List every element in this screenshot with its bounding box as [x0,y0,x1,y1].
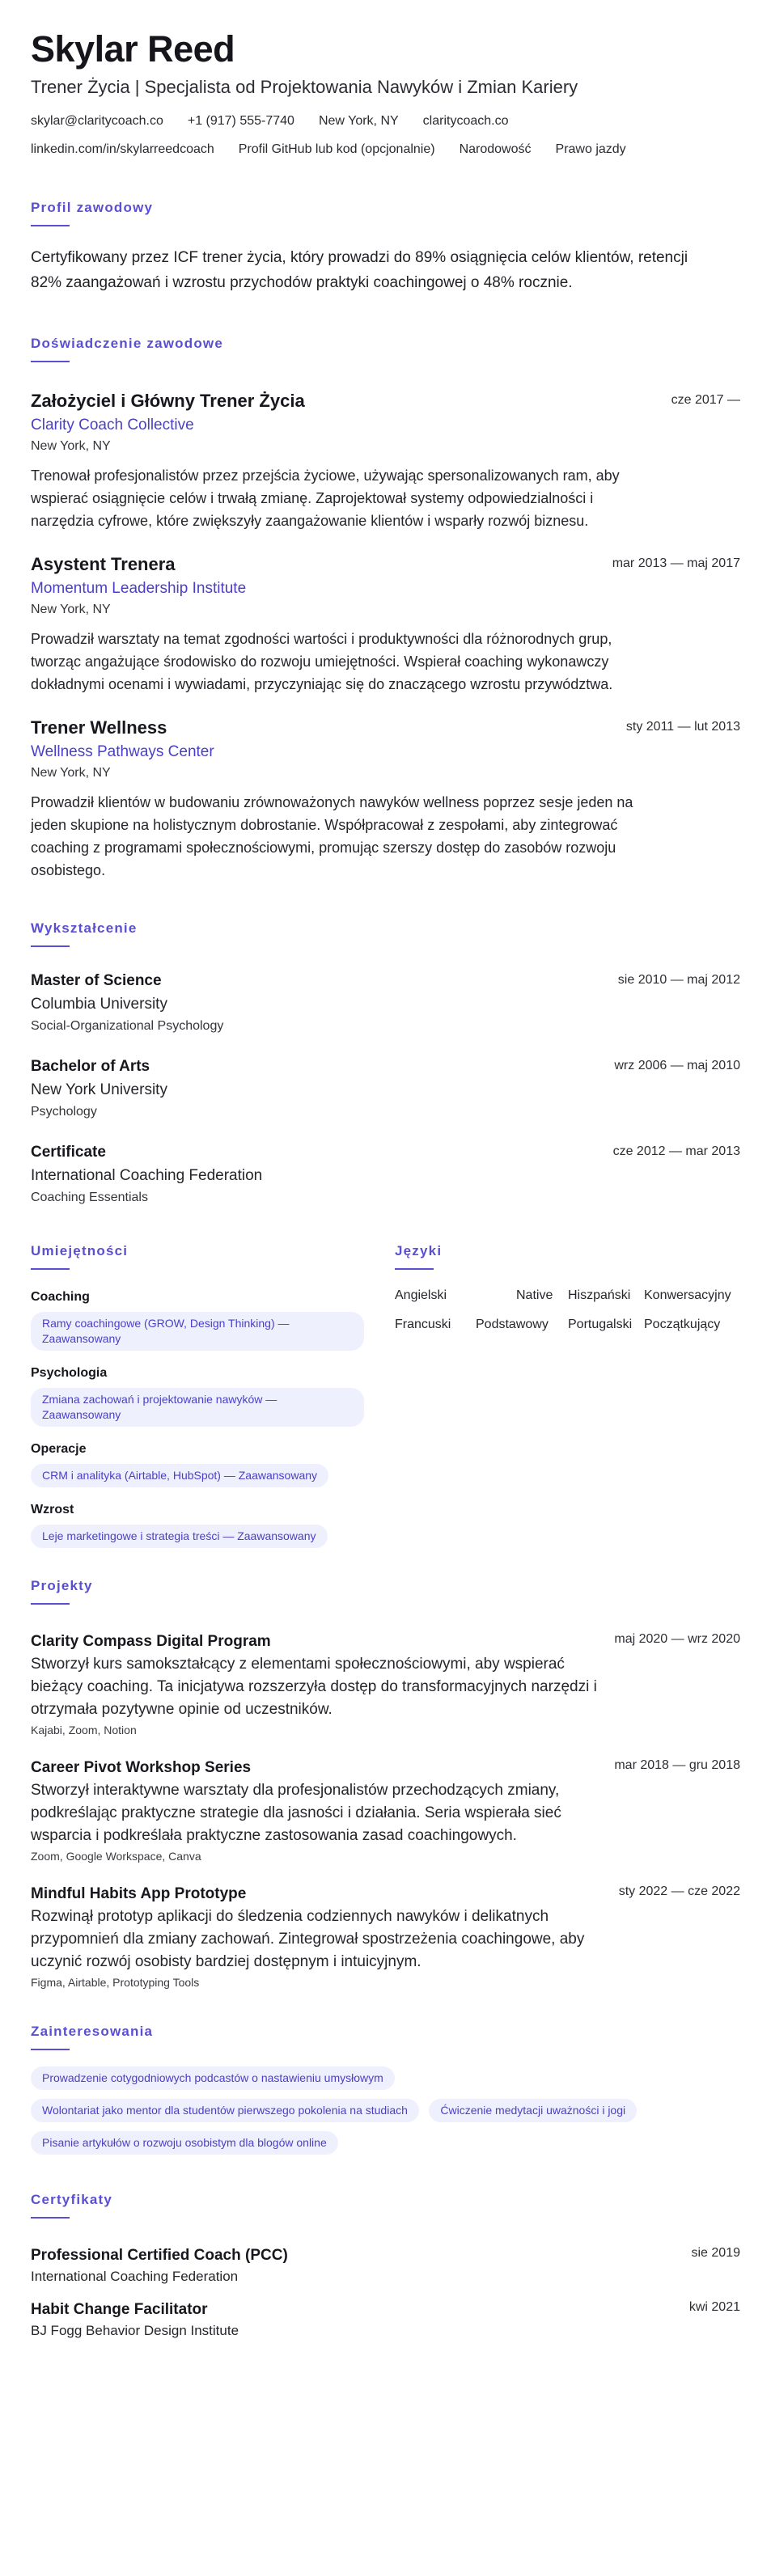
project-title: Mindful Habits App Prototype [31,1885,247,1902]
edu-field: Coaching Essentials [31,1191,148,1204]
contact-website[interactable]: claritycoach.co [422,114,509,128]
interest-pill: Ćwiczenie medytacji uważności i jogi [429,2099,637,2122]
section-title-education: Wykształcenie [31,920,138,936]
certificate-entry [31,2246,740,2286]
section-divider [31,225,70,226]
candidate-name: Skylar Reed [31,28,235,70]
job-location: New York, NY [31,603,111,616]
education-section [31,920,771,1206]
experience-entry [31,717,740,882]
headline: Trener Życia | Specjalista od Projektowania Nawyków i Zmian Kariery [31,77,578,97]
language-level: Podstawowy [476,1318,549,1331]
project-description: Rozwinął prototyp aplikacji do śledzenia codziennych nawyków i delikatnych przypomnień dla zmiany zachowań. Zintegrował spostrzeżenia coachingowe, aby uczynić rozwój osobisty bardziej dostępnym i intuicyjnym. [31,1908,585,1970]
certificate-date: sie 2019 [691,2246,740,2260]
job-dates: mar 2013 — maj 2017 [612,556,740,570]
job-title: Założyciel i Główny Trener Życia [31,391,305,411]
job-description: Prowadził klientów w budowaniu zrównoważonych nawyków wellness poprzez sesje jeden na jeden skupione na holistycznym dobrostanie. Współpracował z zespołami, aby zintegrować coaching z programami społecznościowymi, promując szerszy dostęp do zasobów rozwoju osobistego. [31,794,633,878]
edu-degree: Bachelor of Arts [31,1058,150,1075]
project-tools: Figma, Airtable, Prototyping Tools [31,1976,200,1989]
job-dates: sty 2011 — lut 2013 [625,720,740,734]
section-divider [395,1268,434,1270]
job-location: New York, NY [31,439,111,453]
certificate-issuer: International Coaching Federation [31,2269,239,2284]
skill-group [31,1441,371,1487]
skill-pill: CRM i analityka (Airtable, HubSpot) — Zaawansowany [31,1464,328,1487]
project-description: Stworzył kurs samokształcący z elementami społecznościowymi, aby wspierać bieżący coaching. Ta inicjatywa rozszerzyła dostęp do transformacyjnych narzędzi i otrzymała pozytywne opinie od uczestników. [31,1656,597,1718]
edu-dates: wrz 2006 — maj 2010 [614,1059,740,1072]
project-entry [31,1758,740,1863]
contact-location: New York, NY [318,114,399,128]
project-dates: mar 2018 — gru 2018 [614,1758,740,1772]
skill-pill: Zmiana zachowań i projektowanie nawyków — Zaawansowany [31,1388,364,1427]
experience-entry [31,553,740,696]
contact-phone[interactable]: +1 (917) 555-7740 [187,114,294,128]
job-description: Prowadził warsztaty na temat zgodności wartości i produktywności dla różnorodnych grup, tworząc angażujące środowisko do rozwoju umiejętności. Wspierał coaching wykonawczy dokładnymi ocenami i wywiadami, przyczyniając się do znaczącego wzrostu przywództwa. [31,631,613,692]
skill-pill: Ramy coachingowe (GROW, Design Thinking) — Zaawansowany [31,1312,364,1351]
section-divider [31,1268,70,1270]
skills-section [31,1243,371,1548]
contact-row-secondary [31,142,771,158]
section-title-projects: Projekty [31,1578,93,1593]
language-level: Native [516,1288,553,1302]
skill-group-title: Psychologia [31,1366,108,1380]
project-entry [31,1884,740,1990]
edu-dates: sie 2010 — maj 2012 [617,973,740,987]
skill-group-title: Operacje [31,1442,87,1456]
job-dates: cze 2017 — [671,393,740,407]
interests-list [31,2066,740,2155]
interest-pill: Prowadzenie cotygodniowych podcastów o nastawieniu umysłowym [31,2066,395,2090]
edu-dates: cze 2012 — mar 2013 [612,1144,740,1158]
section-divider [31,361,70,362]
certificate-title: Habit Change Facilitator [31,2301,208,2318]
job-title: Trener Wellness [31,717,167,738]
section-title-skills: Umiejętności [31,1243,129,1258]
projects-section [31,1578,771,1990]
certificate-date: kwi 2021 [688,2300,740,2314]
interest-pill: Pisanie artykułów o rozwoju osobistym dla blogów online [31,2131,338,2155]
contact-email[interactable]: skylar@claritycoach.co [31,114,163,128]
skill-group-title: Coaching [31,1290,90,1304]
project-dates: maj 2020 — wrz 2020 [614,1632,740,1646]
edu-field: Social-Organizational Psychology [31,1019,224,1033]
section-title-profile: Profil zawodowy [31,200,154,215]
section-title-certificates: Certyfikaty [31,2192,113,2207]
language-name: Portugalski [568,1318,633,1331]
language-level: Początkujący [644,1318,721,1331]
job-title: Asystent Trenera [31,554,176,574]
certificates-section [31,2192,771,2340]
profile-summary: Certyfikowany przez ICF trener życia, który prowadzi do 89% osiągnięcia celów klientów, retencji 82% zaangażowań i wzrostu przychodów praktyki coachingowej o 48% rocznie. [31,249,688,291]
job-company: Clarity Coach Collective [31,417,194,434]
section-title-experience: Doświadczenie zawodowe [31,336,224,351]
certificate-title: Professional Certified Coach (PCC) [31,2247,288,2264]
skill-group [31,1365,371,1427]
section-title-interests: Zainteresowania [31,2024,154,2039]
edu-field: Psychology [31,1105,97,1119]
language-name: Angielski [395,1288,447,1302]
contact-driving-license: Prawo jazdy [555,142,626,156]
experience-entry [31,390,740,532]
project-description: Stworzył interaktywne warsztaty dla profesjonalistów przechodzących zmiany, podkreślając praktyczne strategie dla jasności i działania. Seria wspierała sieć wsparcia i podkreślała praktyczne zastosowania zasad coachingowych. [31,1782,561,1844]
job-company: Momentum Leadership Institute [31,580,247,597]
education-entry [31,971,740,1034]
education-entry [31,1057,740,1120]
skills-languages-block [31,1243,740,1550]
skill-pill: Leje marketingowe i strategia treści — Zaawansowany [31,1525,328,1548]
contact-linkedin[interactable]: linkedin.com/in/skylarreedcoach [31,142,214,156]
experience-section [31,336,771,882]
edu-degree: Certificate [31,1144,106,1161]
education-entry [31,1143,740,1206]
skill-group [31,1289,371,1351]
section-divider [31,1603,70,1605]
certificate-entry [31,2300,740,2340]
skill-group-title: Wzrost [31,1503,74,1516]
certificate-issuer: BJ Fogg Behavior Design Institute [31,2323,239,2338]
section-divider [31,945,70,947]
profile-section [31,200,771,295]
project-dates: sty 2022 — cze 2022 [618,1884,740,1898]
project-title: Career Pivot Workshop Series [31,1759,252,1776]
job-location: New York, NY [31,766,111,780]
edu-school: Columbia University [31,996,167,1013]
job-description: Trenował profesjonalistów przez przejścia życiowe, używając spersonalizowanych ram, aby wspierać osiągnięcie celów i trwałą zmianę. Zaprojektował systemy odpowiedzialności i narzędzia cyfrowe, które zwiększyły zaangażowanie klientów i wsparły rozwój biznesu. [31,467,620,529]
edu-school: New York University [31,1081,167,1098]
job-company: Wellness Pathways Center [31,743,214,760]
contact-github[interactable]: Profil GitHub lub kod (opcjonalnie) [238,142,435,156]
contact-row [31,113,771,129]
languages-section [395,1243,740,1405]
edu-school: International Coaching Federation [31,1167,263,1184]
interest-pill: Wolontariat jako mentor dla studentów pierwszego pokolenia na studiach [31,2099,419,2122]
section-title-languages: Języki [395,1243,443,1258]
section-divider [31,2049,70,2050]
project-title: Clarity Compass Digital Program [31,1633,271,1650]
project-tools: Kajabi, Zoom, Notion [31,1724,137,1736]
interests-section [31,2024,771,2155]
project-entry [31,1632,740,1737]
language-name: Hiszpański [568,1288,631,1302]
language-name: Francuski [395,1318,451,1331]
section-divider [31,2217,70,2219]
skill-group [31,1502,371,1548]
language-level: Konwersacyjny [644,1288,731,1302]
project-tools: Zoom, Google Workspace, Canva [31,1850,201,1863]
contact-nationality: Narodowość [459,142,532,156]
edu-degree: Master of Science [31,972,162,989]
